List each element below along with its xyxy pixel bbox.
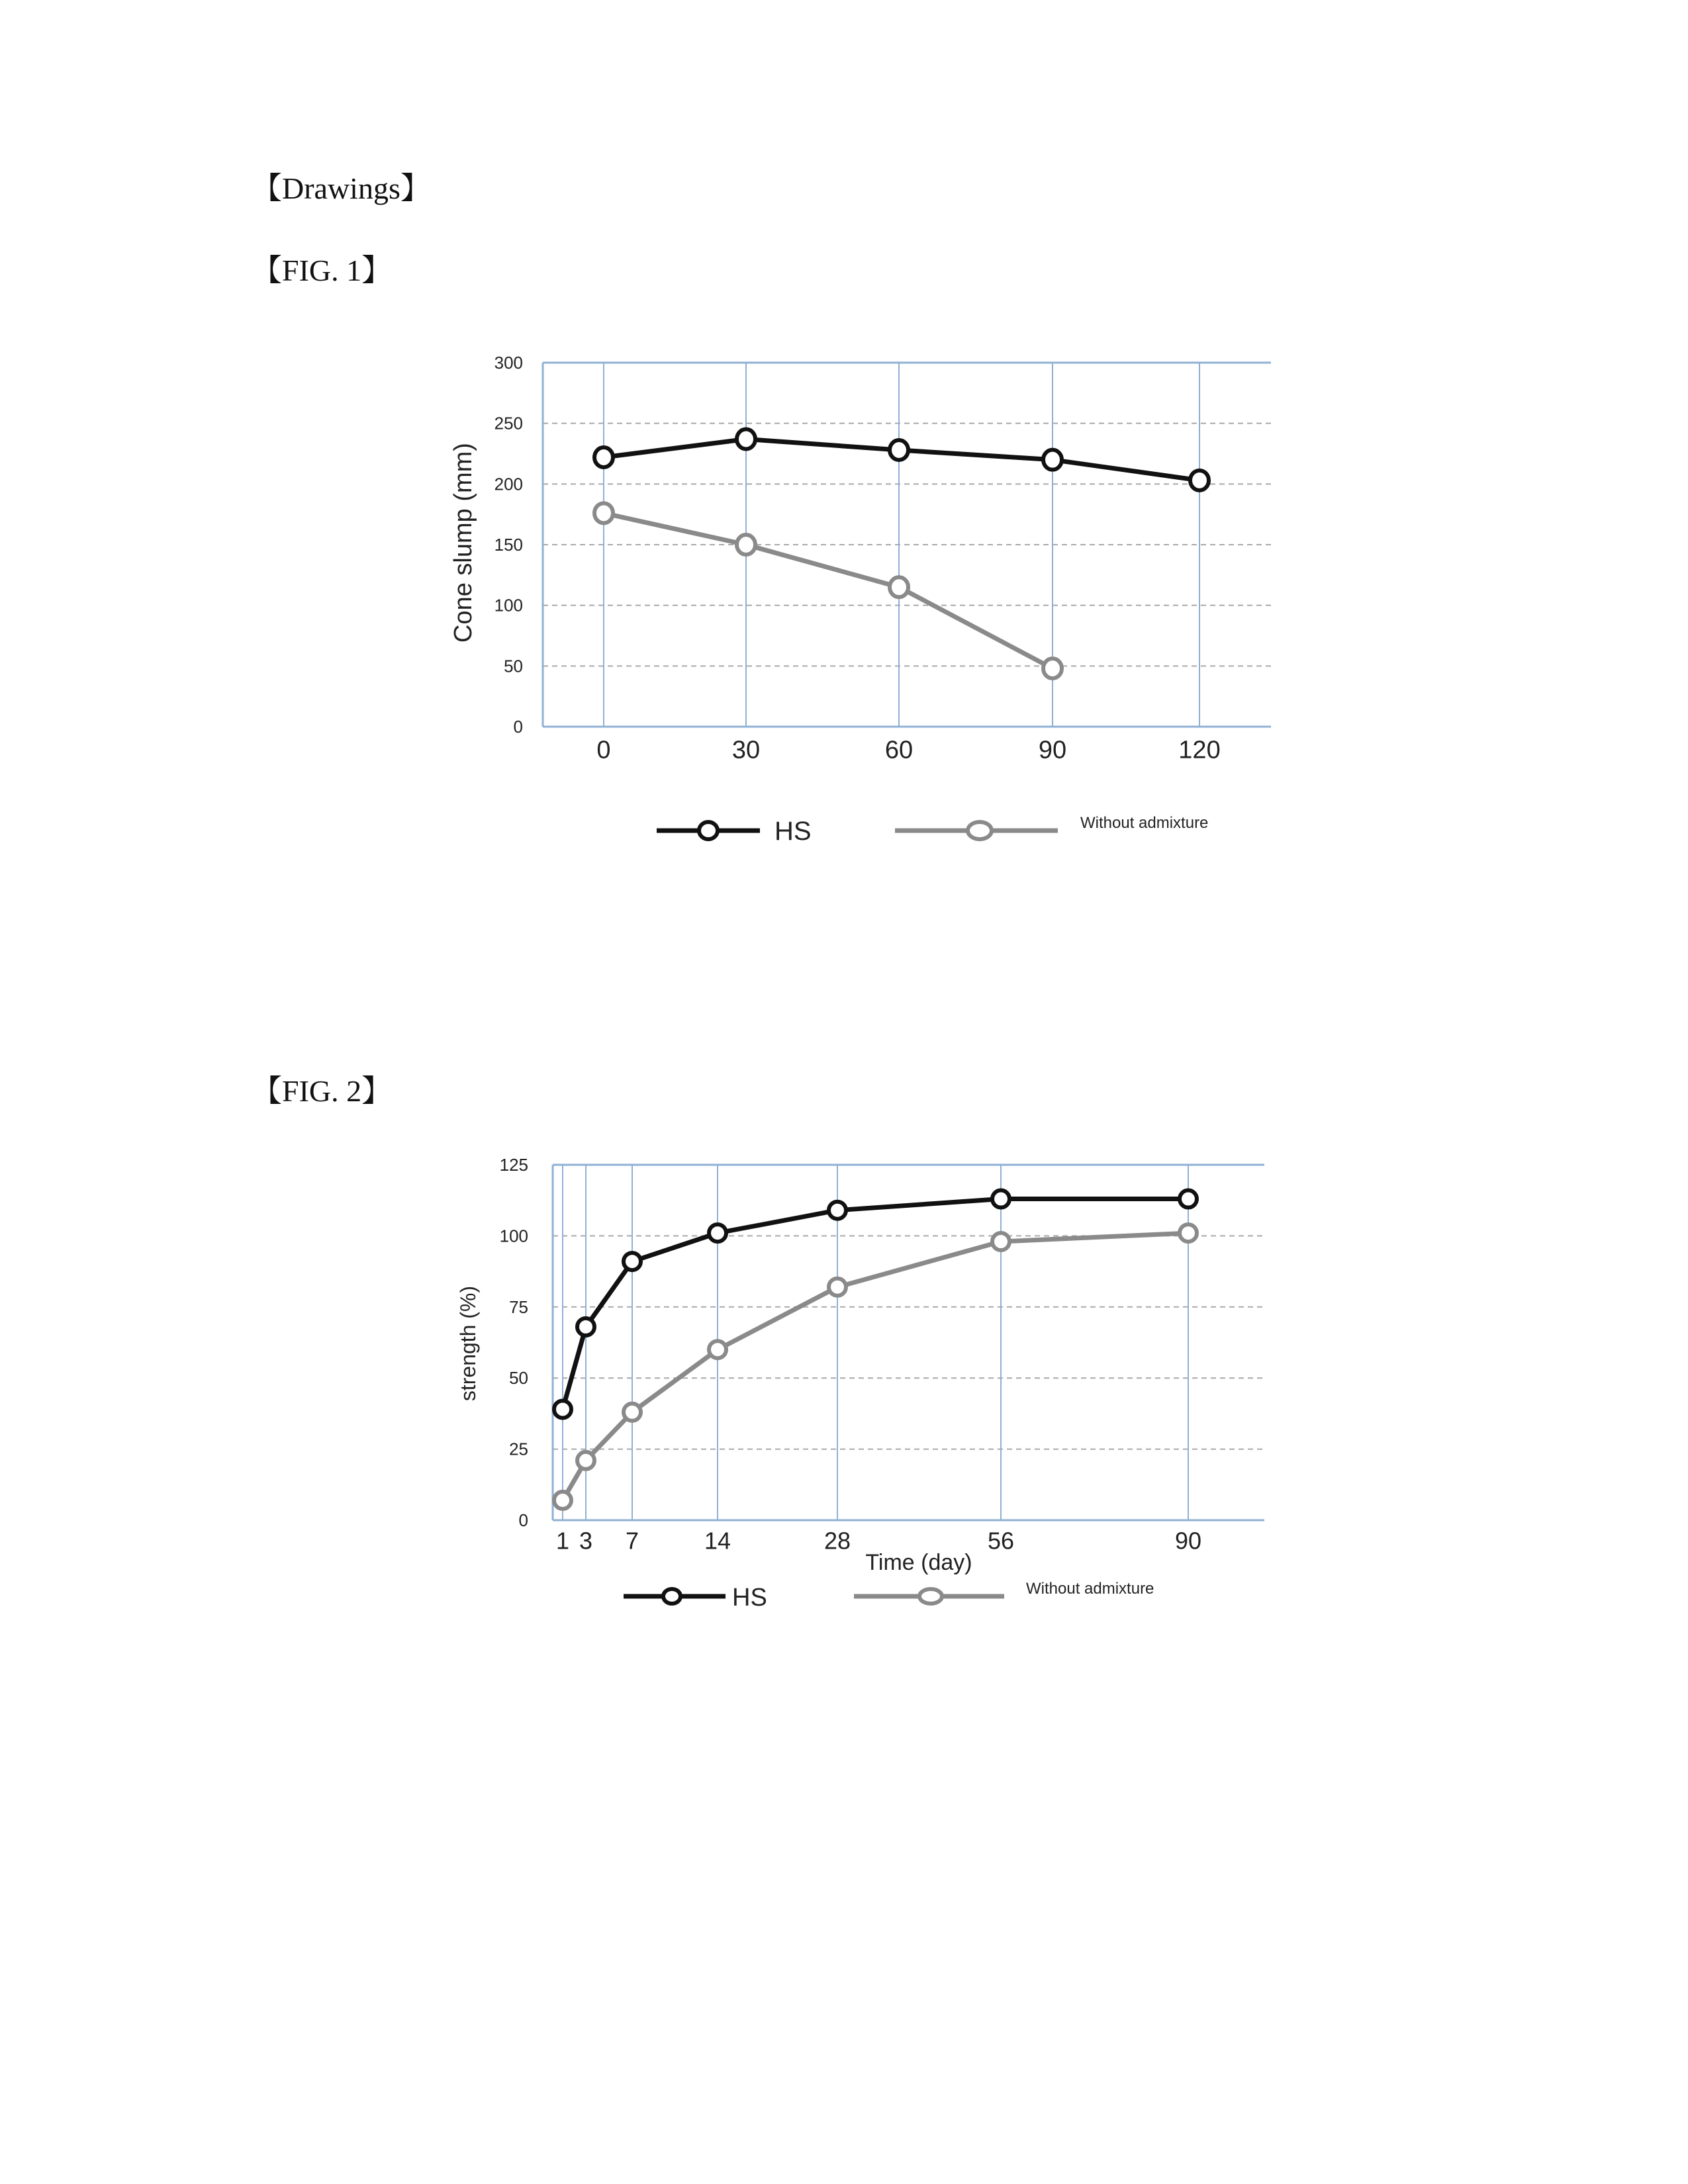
x-tick-label: 7 bbox=[625, 1527, 639, 1555]
legend-label-hs: HS bbox=[732, 1584, 767, 1612]
y-tick-label: 200 bbox=[494, 474, 523, 494]
y-tick-label: 250 bbox=[494, 413, 523, 433]
x-tick-label: 90 bbox=[1038, 736, 1067, 764]
x-tick-label: 14 bbox=[704, 1527, 731, 1555]
x-tick-label: 3 bbox=[579, 1527, 593, 1555]
figure-2-label: 【FIG. 2】 bbox=[252, 1074, 393, 1108]
page-heading: 【Drawings】 bbox=[252, 171, 431, 205]
x-tick-label: 28 bbox=[823, 1527, 851, 1555]
legend-label-hs: HS bbox=[774, 817, 812, 846]
data-point bbox=[1180, 1224, 1197, 1242]
x-tick-label: 90 bbox=[1174, 1527, 1202, 1555]
x-tick-label: 60 bbox=[884, 736, 914, 764]
data-point bbox=[624, 1404, 641, 1421]
y-axis-label: Cone slump (mm) bbox=[449, 443, 477, 643]
plot-area bbox=[456, 1155, 1264, 1612]
x-tick-label: 56 bbox=[987, 1527, 1015, 1555]
x-tick-label: 1 bbox=[555, 1527, 570, 1555]
legend bbox=[624, 1580, 1154, 1612]
y-tick-label: 50 bbox=[504, 656, 523, 676]
y-tick-label: 100 bbox=[494, 595, 523, 615]
series-without-admixture bbox=[554, 1224, 1197, 1509]
legend-marker-hs bbox=[663, 1589, 680, 1604]
x-tick-label: 0 bbox=[596, 736, 611, 764]
legend-label-without-admixture: Without admixture bbox=[1026, 1580, 1154, 1598]
y-tick-label: 100 bbox=[499, 1226, 528, 1246]
data-point bbox=[709, 1224, 726, 1242]
y-tick-label: 0 bbox=[518, 1510, 528, 1530]
series-line bbox=[563, 1233, 1188, 1500]
series-hs bbox=[554, 1191, 1197, 1418]
y-axis-label: strength (%) bbox=[456, 1285, 480, 1402]
y-tick-label: 0 bbox=[513, 717, 523, 737]
data-point bbox=[829, 1279, 846, 1296]
x-tick-label: 120 bbox=[1178, 736, 1221, 764]
y-tick-label: 150 bbox=[494, 535, 523, 555]
data-point bbox=[1180, 1191, 1197, 1208]
data-point bbox=[577, 1318, 594, 1336]
data-point bbox=[554, 1400, 571, 1418]
data-point bbox=[829, 1202, 846, 1219]
data-point bbox=[577, 1452, 594, 1469]
data-point bbox=[992, 1191, 1009, 1208]
data-point bbox=[624, 1253, 641, 1270]
data-point bbox=[709, 1341, 726, 1358]
y-tick-label: 50 bbox=[509, 1368, 528, 1388]
legend-label-without-admixture: Without admixture bbox=[1080, 814, 1209, 832]
x-axis-label: Time (day) bbox=[865, 1550, 972, 1575]
data-point bbox=[554, 1492, 571, 1509]
y-tick-label: 300 bbox=[494, 353, 523, 373]
y-tick-label: 25 bbox=[509, 1439, 528, 1459]
data-point bbox=[992, 1233, 1009, 1250]
figure-1-label: 【FIG. 1】 bbox=[252, 253, 393, 287]
y-tick-label: 125 bbox=[499, 1155, 528, 1175]
legend-marker-without-admixture bbox=[919, 1589, 942, 1604]
y-tick-label: 75 bbox=[509, 1297, 528, 1317]
x-tick-label: 30 bbox=[731, 736, 761, 764]
